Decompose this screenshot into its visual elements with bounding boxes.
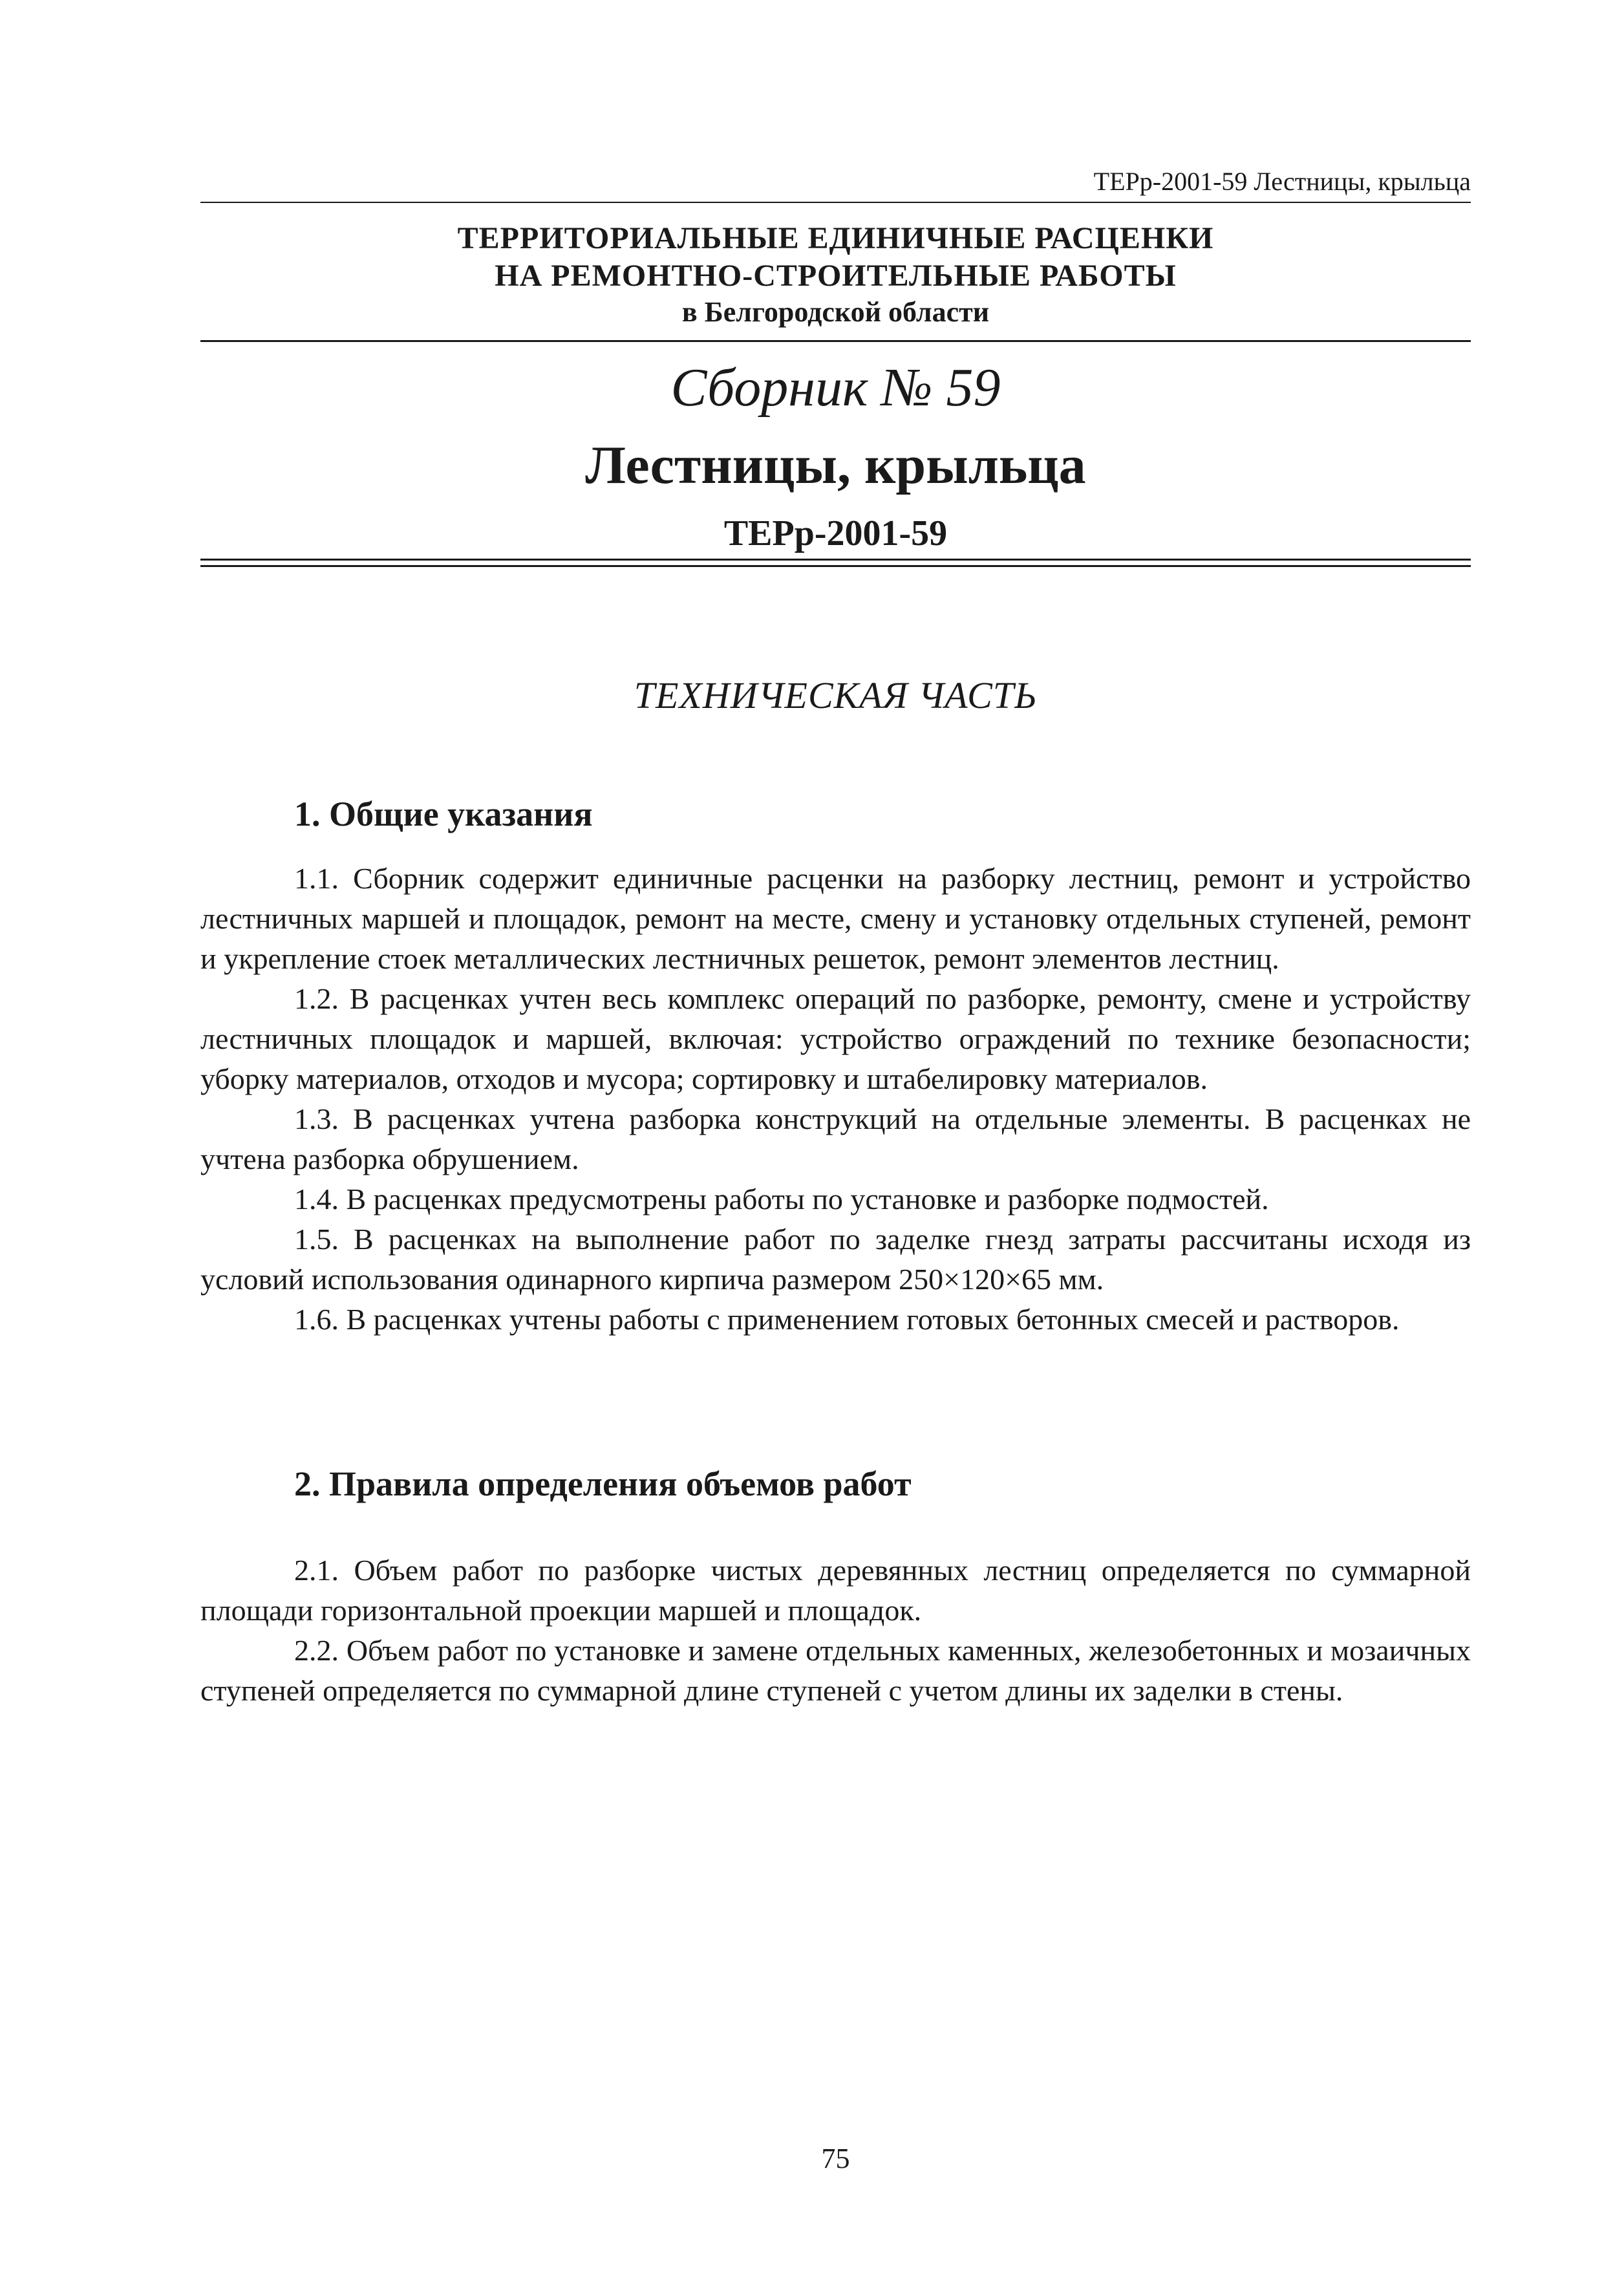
title-block [200, 220, 1471, 330]
section-2-heading: 2. Правила определения объемов работ [294, 1464, 912, 1503]
paragraph-1-5: 1.5. В расценках на выполнение работ по заделке гнезд затраты рассчитаны исходя из условий использования одинарного кирпича размером 250×120×65 мм. [200, 1223, 1471, 1296]
technical-part-heading [200, 672, 1471, 719]
section-1-heading: 1. Общие указания [294, 795, 593, 833]
page-number: 75 [821, 2143, 850, 2174]
paragraph-1-1: 1.1. Сборник содержит единичные расценки на разборку лестниц, ремонт и устройство лестничных маршей и площадок, ремонт на месте, смену и установку отдельных ступеней, ремонт и укрепление стоек металлических лестничных решеток, ремонт элементов лестниц. [200, 862, 1471, 975]
title-region: в Белгородской области [681, 296, 990, 328]
header-rule [200, 202, 1471, 203]
code-rule-top [200, 559, 1471, 561]
running-header: ТЕРр-2001-59 Лестницы, крыльца [1093, 167, 1471, 196]
paragraph-1-4: 1.4. В расценках предусмотрены работы по установке и разборке подмостей. [294, 1183, 1269, 1215]
collection-number-text: Сборник № 59 [670, 358, 1001, 418]
paragraph-1-2: 1.2. В расценках учтен весь комплекс операций по разборке, ремонту, смене и устройству лестничных площадок и маршей, включая: устройство ограждений по технике безопасности; уборку материалов, отходов и мусора; сортировку и штабелировку материалов. [200, 982, 1471, 1095]
title-line-1: ТЕРРИТОРИАЛЬНЫЕ ЕДИНИЧНЫЕ РАСЦЕНКИ [457, 221, 1214, 255]
paragraph-2-1: 2.1. Объем работ по разборке чистых деревянных лестниц определяется по суммарной площади горизонтальной проекции маршей и площадок. [200, 1554, 1471, 1627]
collection-title-text: Лестницы, крыльца [585, 435, 1086, 495]
title-rule [200, 340, 1471, 342]
code-rule-bottom [200, 565, 1471, 567]
title-line-2: НА РЕМОНТНО-СТРОИТЕЛЬНЫЕ РАБОТЫ [495, 259, 1177, 293]
collection-code [200, 511, 1471, 556]
technical-part-text: ТЕХНИЧЕСКАЯ ЧАСТЬ [634, 674, 1038, 716]
collection-number [200, 356, 1471, 420]
paragraph-2-2: 2.2. Объем работ по установке и замене отдельных каменных, железобетонных и мозаичных ступеней определяется по суммарной длине ступеней с учетом длины их заделки в стены. [200, 1634, 1471, 1707]
collection-title [200, 433, 1471, 498]
paragraph-1-6: 1.6. В расценках учтены работы с применением готовых бетонных смесей и растворов. [294, 1303, 1400, 1336]
collection-code-text: ТЕРр-2001-59 [723, 513, 948, 553]
paragraph-1-3: 1.3. В расценках учтена разборка конструкций на отдельные элементы. В расценках не учтена разборка обрушением. [200, 1102, 1471, 1175]
